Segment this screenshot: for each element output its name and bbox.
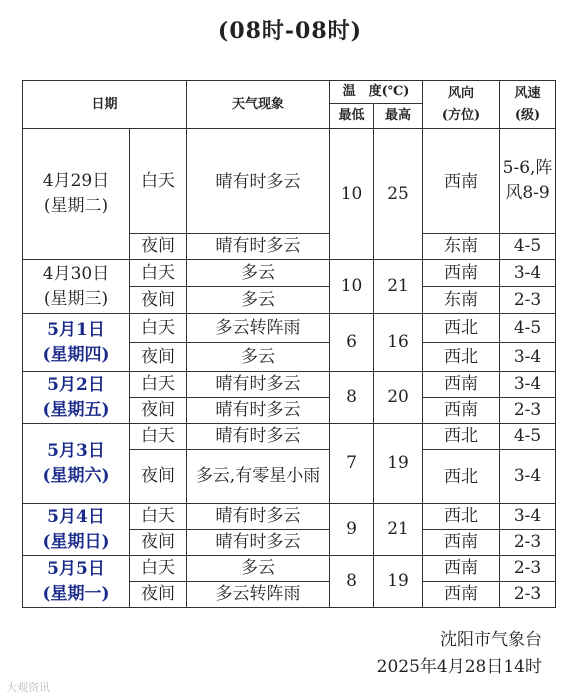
weather-cell: 多云转阵雨	[187, 582, 330, 608]
period-day: 白天	[130, 314, 187, 343]
table-row	[23, 424, 556, 450]
period-day: 白天	[130, 372, 187, 398]
issuer-name: 沈阳市气象台	[440, 630, 542, 650]
wind-speed-cell: 4-5	[500, 234, 556, 260]
weather-cell: 晴有时多云	[187, 372, 330, 398]
weather-cell: 多云转阵雨	[187, 314, 330, 343]
date-cell: 5月3日 (星期六)	[23, 424, 130, 504]
min-temp-cell: 7	[330, 424, 374, 504]
weather-cell: 多云	[187, 556, 330, 582]
wind-direction-cell: 西北	[423, 424, 500, 450]
weather-cell: 多云	[187, 287, 330, 314]
wind-direction-cell: 西北	[423, 314, 500, 343]
date-cell: 5月5日 (星期一)	[23, 556, 130, 608]
wind-direction-cell: 东南	[423, 234, 500, 260]
table-row	[23, 260, 556, 287]
date-cell: 5月2日 (星期五)	[23, 372, 130, 424]
min-temp-cell: 10	[330, 129, 374, 260]
header-weather: 天气现象	[187, 81, 330, 129]
max-temp-cell: 19	[374, 424, 423, 504]
header-min-temp: 最低	[330, 104, 374, 129]
wind-direction-cell: 西南	[423, 530, 500, 556]
wind-direction-cell: 西南	[423, 260, 500, 287]
weather-cell: 晴有时多云	[187, 129, 330, 234]
wind-speed-cell: 4-5	[500, 314, 556, 343]
wind-direction-cell: 西南	[423, 129, 500, 234]
wind-speed-cell: 3-4	[500, 260, 556, 287]
wind-direction-cell: 西北	[423, 450, 500, 504]
date-cell: 5月4日 (星期日)	[23, 504, 130, 556]
wind-speed-cell: 5-6,阵风8-9	[500, 129, 556, 234]
wind-speed-cell: 2-3	[500, 530, 556, 556]
header-temperature: 温 度(℃)	[330, 81, 423, 104]
table-row	[23, 556, 556, 582]
period-day: 白天	[130, 260, 187, 287]
wind-direction-cell: 西南	[423, 372, 500, 398]
weather-cell: 晴有时多云	[187, 504, 330, 530]
table-row	[23, 504, 556, 530]
max-temp-cell: 21	[374, 504, 423, 556]
weather-cell: 晴有时多云	[187, 234, 330, 260]
wind-speed-cell: 2-3	[500, 287, 556, 314]
period-day: 白天	[130, 556, 187, 582]
header-max-temp: 最高	[374, 104, 423, 129]
wind-speed-cell: 3-4	[500, 504, 556, 530]
header-date: 日期	[23, 81, 187, 129]
weather-cell: 多云	[187, 343, 330, 372]
forecast-title: (08时-08时)	[217, 18, 363, 44]
wind-direction-cell: 东南	[423, 287, 500, 314]
min-temp-cell: 8	[330, 372, 374, 424]
table-row	[23, 314, 556, 343]
table-row	[23, 129, 556, 234]
period-day: 白天	[130, 424, 187, 450]
wind-speed-cell: 2-3	[500, 582, 556, 608]
max-temp-cell: 25	[374, 129, 423, 260]
watermark: 大观资讯	[6, 681, 50, 694]
period-night: 夜间	[130, 343, 187, 372]
wind-direction-cell: 西南	[423, 582, 500, 608]
min-temp-cell: 6	[330, 314, 374, 372]
header-wind-direction: 风向 (方位)	[423, 81, 500, 129]
issue-time: 2025年4月28日14时	[376, 657, 542, 677]
max-temp-cell: 21	[374, 260, 423, 314]
forecast-table	[22, 80, 556, 608]
period-night: 夜间	[130, 234, 187, 260]
period-night: 夜间	[130, 287, 187, 314]
weather-cell: 多云,有零星小雨	[187, 450, 330, 504]
date-cell: 5月1日 (星期四)	[23, 314, 130, 372]
period-day: 白天	[130, 129, 187, 234]
wind-direction-cell: 西北	[423, 343, 500, 372]
wind-direction-cell: 西南	[423, 398, 500, 424]
wind-speed-cell: 3-4	[500, 343, 556, 372]
date-cell: 4月30日 (星期三)	[23, 260, 130, 314]
wind-direction-cell: 西北	[423, 504, 500, 530]
weather-cell: 晴有时多云	[187, 398, 330, 424]
wind-speed-cell: 2-3	[500, 556, 556, 582]
period-day: 白天	[130, 504, 187, 530]
header-wind-speed: 风速 (级)	[500, 81, 556, 129]
period-night: 夜间	[130, 450, 187, 504]
min-temp-cell: 8	[330, 556, 374, 608]
weather-cell: 晴有时多云	[187, 424, 330, 450]
max-temp-cell: 19	[374, 556, 423, 608]
wind-speed-cell: 2-3	[500, 398, 556, 424]
max-temp-cell: 16	[374, 314, 423, 372]
min-temp-cell: 10	[330, 260, 374, 314]
max-temp-cell: 20	[374, 372, 423, 424]
weather-cell: 多云	[187, 260, 330, 287]
date-cell: 4月29日 (星期二)	[23, 129, 130, 260]
table-row	[23, 372, 556, 398]
period-night: 夜间	[130, 530, 187, 556]
min-temp-cell: 9	[330, 504, 374, 556]
period-night: 夜间	[130, 582, 187, 608]
wind-speed-cell: 3-4	[500, 450, 556, 504]
wind-speed-cell: 4-5	[500, 424, 556, 450]
weather-cell: 晴有时多云	[187, 530, 330, 556]
wind-direction-cell: 西南	[423, 556, 500, 582]
wind-speed-cell: 3-4	[500, 372, 556, 398]
period-night: 夜间	[130, 398, 187, 424]
